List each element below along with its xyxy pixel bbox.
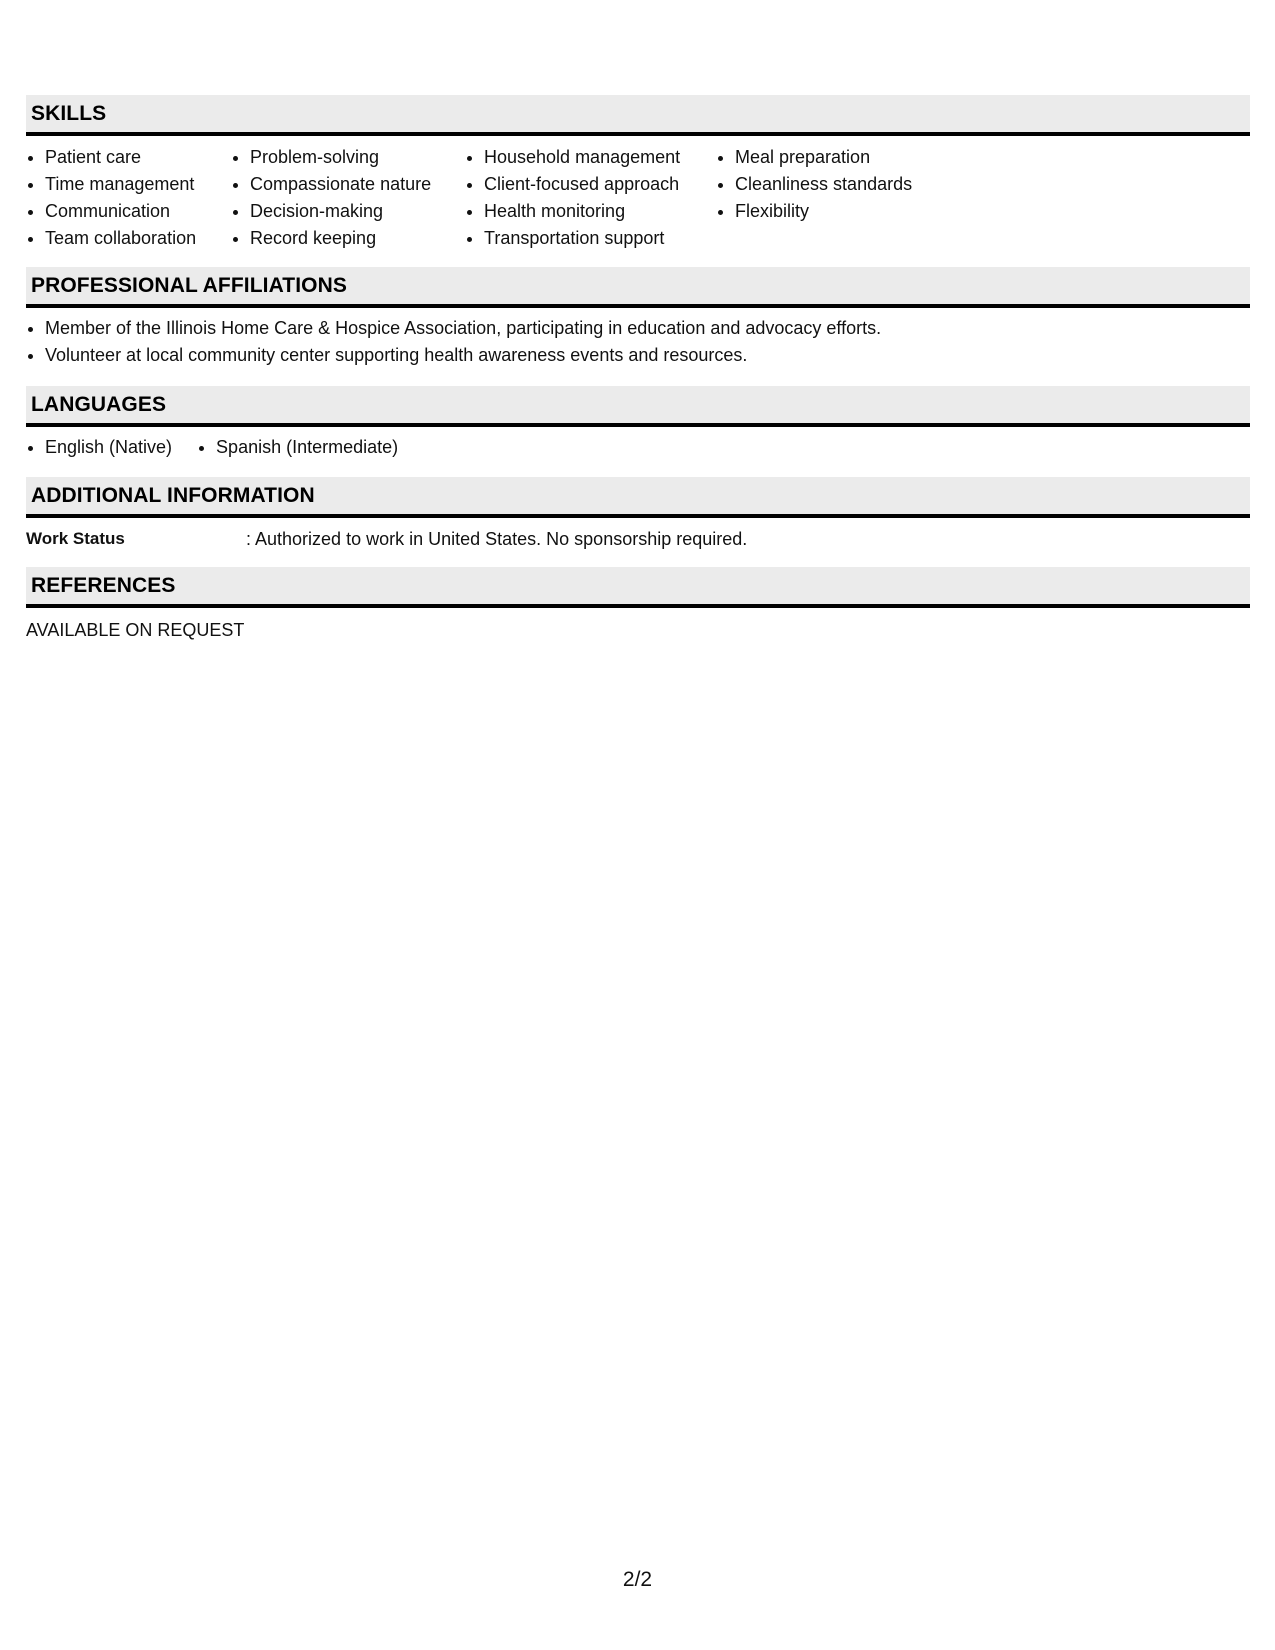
section-title: REFERENCES	[31, 573, 176, 597]
affiliations-section	[26, 267, 1250, 386]
skills-grid	[26, 136, 1250, 267]
work-status-row	[26, 518, 1250, 567]
skill-item: Cleanliness standards	[716, 171, 966, 198]
section-title: PROFESSIONAL AFFILIATIONS	[31, 273, 347, 297]
affiliations-header	[26, 267, 1250, 308]
languages-section	[26, 386, 1250, 477]
languages-header	[26, 386, 1250, 427]
skill-item: Patient care	[26, 144, 231, 171]
resume-page	[26, 95, 1250, 643]
skills-column	[465, 144, 716, 252]
skill-item: Decision-making	[231, 198, 465, 225]
skill-item: Record keeping	[231, 225, 465, 252]
section-title: LANGUAGES	[31, 392, 167, 416]
skill-item: Household management	[465, 144, 716, 171]
skill-item: Transportation support	[465, 225, 716, 252]
additional-info-section	[26, 477, 1250, 567]
languages-list	[26, 427, 1250, 477]
skill-item: Team collaboration	[26, 225, 231, 252]
skills-section	[26, 95, 1250, 267]
skill-item: Health monitoring	[465, 198, 716, 225]
skills-column	[231, 144, 465, 252]
skill-item: Problem-solving	[231, 144, 465, 171]
section-title: SKILLS	[31, 101, 107, 125]
language-item: English (Native)	[26, 434, 172, 461]
skill-item: Meal preparation	[716, 144, 966, 171]
work-status-label: Work Status	[26, 529, 125, 548]
skill-item: Flexibility	[716, 198, 966, 225]
skills-column	[716, 144, 966, 252]
skill-item: Time management	[26, 171, 231, 198]
language-item: Spanish (Intermediate)	[197, 434, 398, 461]
references-header	[26, 567, 1250, 608]
references-text: AVAILABLE ON REQUEST	[26, 620, 245, 640]
skills-column	[26, 144, 231, 252]
page-number: 2/2	[622, 1568, 653, 1591]
affiliations-list	[26, 308, 1250, 386]
affiliation-item: Member of the Illinois Home Care & Hospice Association, participating in education and advocacy efforts.	[26, 315, 1250, 342]
skills-header	[26, 95, 1250, 136]
section-title: ADDITIONAL INFORMATION	[31, 483, 315, 507]
work-status-value: : Authorized to work in United States. No sponsorship required.	[246, 529, 748, 549]
references-section	[26, 567, 1250, 643]
affiliation-item: Volunteer at local community center supporting health awareness events and resources.	[26, 342, 1250, 369]
skill-item: Client-focused approach	[465, 171, 716, 198]
additional-info-header	[26, 477, 1250, 518]
skill-item: Communication	[26, 198, 231, 225]
skill-item: Compassionate nature	[231, 171, 465, 198]
